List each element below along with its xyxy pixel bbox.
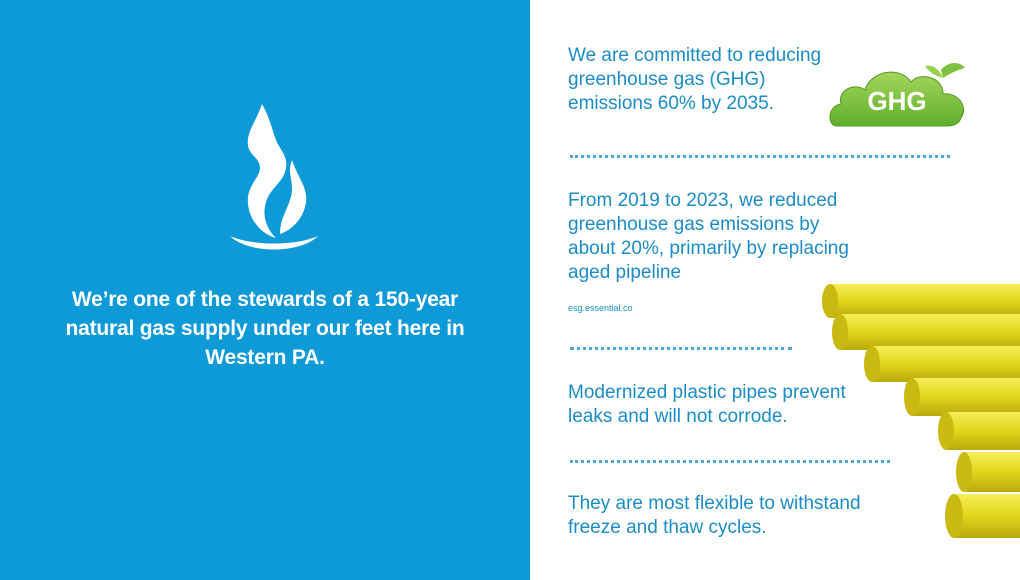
flame-logo-icon — [226, 100, 322, 256]
left-headline: We’re one of the stewards of a 150-year natural gas supply under our feet here in Western PA. — [65, 288, 465, 369]
yellow-pipes-icon — [820, 280, 1020, 580]
dotted-divider — [570, 155, 950, 158]
pipe — [832, 314, 1020, 350]
flexibility-text: They are most flexible to withstand freeze and thaw cycles. — [568, 493, 861, 538]
pipe — [956, 452, 1020, 492]
emissions-reduction-text: From 2019 to 2023, we reduced greenhouse gas emissions by about 20%, primarily by replacing aged pipeline — [568, 190, 849, 283]
pipe — [904, 378, 1020, 416]
dotted-divider — [570, 347, 792, 350]
plastic-pipes-text: Modernized plastic pipes prevent leaks and will not corrode. — [568, 382, 846, 427]
pipe — [864, 346, 1020, 382]
pipe — [938, 412, 1020, 450]
ghg-cloud-icon — [825, 52, 975, 134]
source-link[interactable]: esg.essential.co — [568, 303, 633, 313]
ghg-badge-text: GHG — [867, 86, 927, 116]
pipe — [822, 284, 1020, 318]
right-panel — [530, 0, 1020, 580]
ghg-commitment-text: We are committed to reducing greenhouse gas (GHG) emissions 60% by 2035. — [568, 45, 822, 114]
pipe — [945, 494, 1020, 538]
